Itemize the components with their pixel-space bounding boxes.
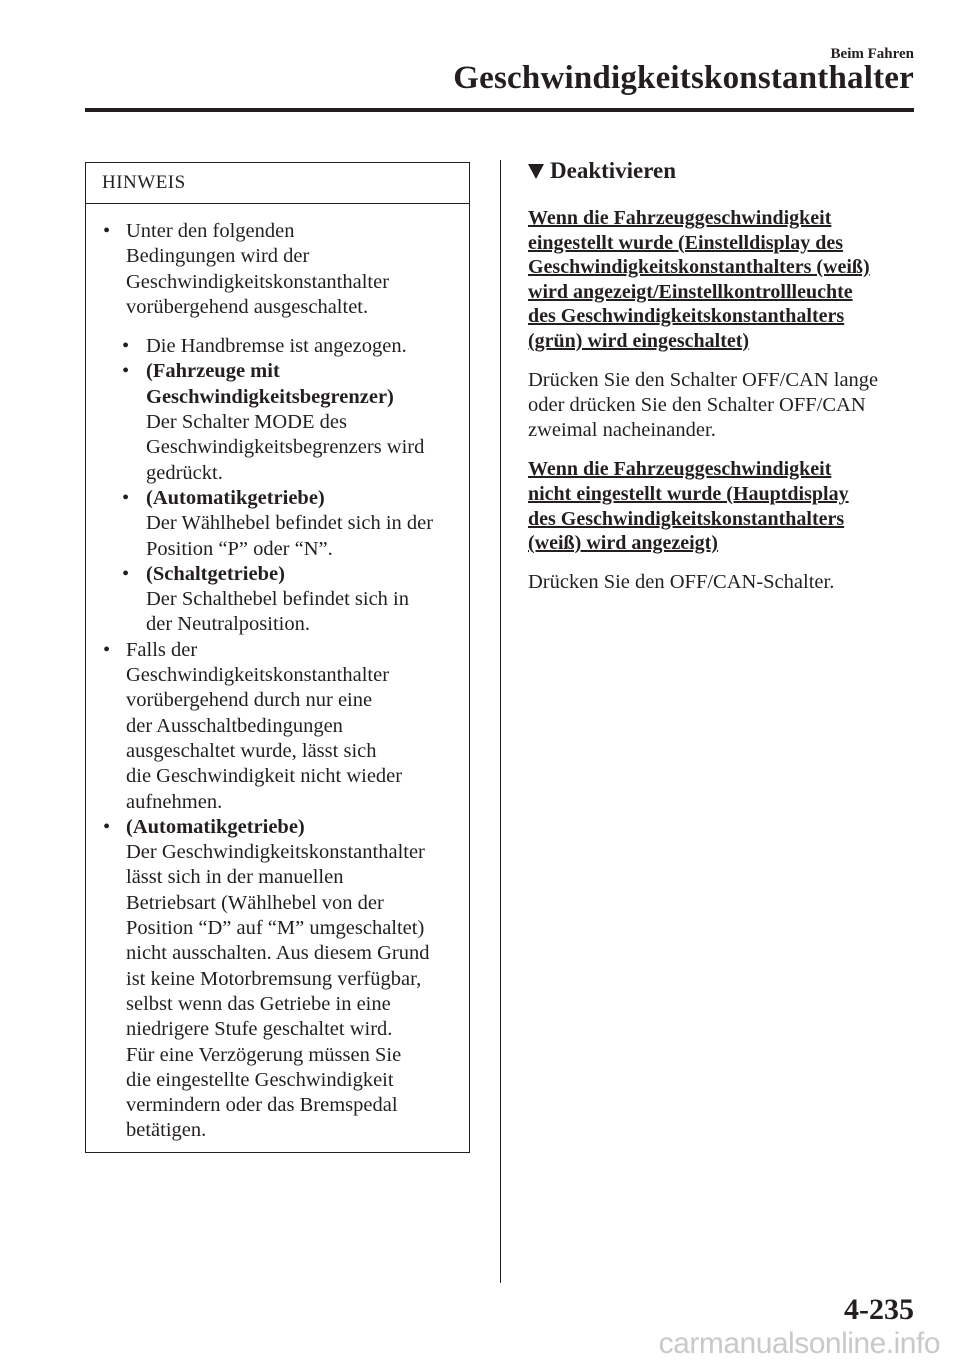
bullet-icon: • <box>103 638 111 661</box>
instruction-text-2: Drücken Sie den OFF/CAN-Schalter. <box>528 570 835 593</box>
triangle-down-icon <box>528 164 544 179</box>
note-title: HINWEIS <box>102 172 186 193</box>
header-rule <box>85 108 914 112</box>
watermark: carmanualsonline.info <box>658 1327 940 1360</box>
right-column <box>528 158 923 595</box>
note-subitem-4: • (Schaltgetriebe) Der Schalthebel befindet sich in der Neutralposition. <box>122 562 409 636</box>
note-item-1: • Unter den folgenden Bedingungen wird der Geschwindigkeitskonstanthalter vorübergehend ausgeschaltet. <box>103 220 390 318</box>
bullet-icon: • <box>122 360 130 383</box>
bullet-icon: • <box>122 486 130 509</box>
note-box <box>85 162 470 1153</box>
note-subitem-1: • Die Handbremse ist angezogen. <box>100 334 460 359</box>
bullet-icon: • <box>103 815 111 838</box>
note-subitem-3: • (Automatikgetriebe) Der Wählhebel befindet sich in der Position “P” oder “N”. <box>122 486 434 560</box>
condition-heading-1: Wenn die Fahrzeuggeschwindigkeit eingestellt wurde (Einstelldisplay des Geschwindigkeitskonstanthalters (weiß) wird angezeigt/Einstellkontrollleuchte des Geschwindigkeitskonstanthalters (grün) wird eingeschaltet) <box>528 207 870 352</box>
column-divider <box>500 160 501 1283</box>
bullet-icon: • <box>122 335 130 358</box>
note-title-rule <box>86 203 469 204</box>
note-item-3: • (Automatikgetriebe) Der Geschwindigkeitskonstanthalter lässt sich in der manuellen Betriebsart (Wählhebel von der Position “D” auf “M” umgeschaltet) nicht ausschalten. Aus diesem Grund ist keine Motorbremsung verfügbar, selbst wenn das Getriebe in eine niedrigere Stufe geschaltet wird. Für eine Verzögerung müssen Sie die eingestellte Geschwindigkeit vermindern oder das Bremspedal betätigen. <box>103 815 430 1142</box>
section-label: Beim Fahren <box>830 46 914 62</box>
note-content <box>100 219 460 1144</box>
page-number: 4-235 <box>844 1293 914 1326</box>
note-item-2: • Falls der Geschwindigkeitskonstanthalter vorübergehend durch nur eine der Ausschaltbedingungen ausgeschaltet wurde, lässt sich die Geschwindigkeit nicht wieder aufnehmen. <box>103 638 403 813</box>
page-title: Geschwindigkeitskonstanthalter <box>453 60 914 96</box>
note-subitem-2: • (Fahrzeuge mit Geschwindigkeitsbegrenzer) Der Schalter MODE des Geschwindigkeitsbegrenzers wird gedrückt. <box>122 360 425 484</box>
section-heading: Deaktivieren <box>528 158 923 184</box>
instruction-text-1: Drücken Sie den Schalter OFF/CAN lange oder drücken Sie den Schalter OFF/CAN zweimal nacheinander. <box>528 368 879 442</box>
bullet-icon: • <box>122 562 130 585</box>
bullet-icon: • <box>103 220 111 242</box>
condition-heading-2: Wenn die Fahrzeuggeschwindigkeit nicht eingestellt wurde (Hauptdisplay des Geschwindigkeitskonstanthalters (weiß) wird angezeigt) <box>528 458 849 555</box>
